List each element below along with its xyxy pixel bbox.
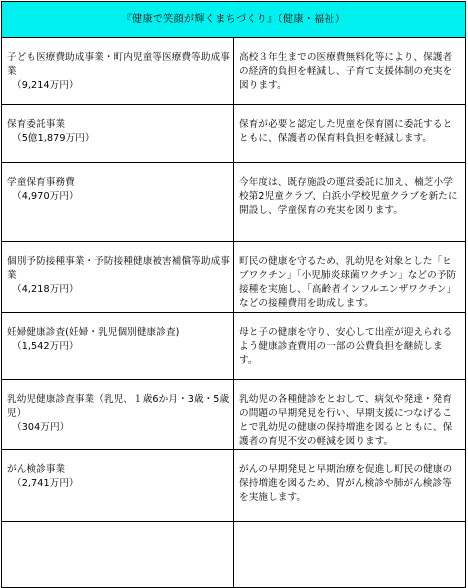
- project-description: 乳幼児の各種健診をとおして、病気や発達・発育の問題の早期発見を行い、早期支援につなげることで乳幼児の健康の保持増進を図るとともに、保護者の育児不安の軽減を図ります。: [234, 380, 466, 450]
- table-row-empty: [2, 522, 466, 588]
- project-description: 町民の健康を守るため、乳幼児を対象とした「ヒブワクチン」「小児肺炎球菌ワクチン」などの予防接種を実施し、「高齢者インフルエンザワクチン」などの接種費用を助成します。: [234, 242, 466, 313]
- project-name-cell: [2, 105, 234, 163]
- table-row: [2, 380, 466, 450]
- project-amount: （2,741万円）: [12, 478, 79, 489]
- project-description: がんの早期発見と早期治療を促進し町民の健康の保持増進を図るため、胃がん検診や肺がん検診等を実施します。: [234, 450, 466, 522]
- table-row: [2, 450, 466, 522]
- project-name-cell: [2, 163, 234, 242]
- budget-table: [1, 1, 466, 588]
- project-amount: （304万円）: [12, 422, 70, 433]
- project-name: 学童保育事務費: [7, 177, 75, 188]
- project-amount: （4,218万円）: [12, 284, 79, 295]
- project-description: 母と子の健康を守り、安心して出産が迎えられるよう健康診査費用の一部の公費負担を継続します。: [234, 313, 466, 380]
- project-description: 高校３年生までの医療費無料化等により、保護者の経済的負担を軽減し、子育て支援体制の充実を図ります。: [234, 38, 466, 105]
- project-name-cell: [2, 380, 234, 450]
- table-row: [2, 38, 466, 105]
- project-name: 個別予防接種事業・予防接種健康被害補償等助成事業: [7, 256, 230, 281]
- project-name-cell: [2, 522, 234, 588]
- project-name-cell: [2, 38, 234, 105]
- project-name-cell: [2, 313, 234, 380]
- project-description: [234, 522, 466, 588]
- project-name: 乳幼児健康診査事業（乳児、１歳6か月・3歳・5歳児）: [7, 394, 230, 419]
- project-description: 保育が必要と認定した児童を保育園に委託するとともに、保護者の保育料負担を軽減します。: [234, 105, 466, 163]
- project-name-cell: [2, 242, 234, 313]
- project-name: 子ども医療費助成事業・町内児童等医療費等助成事業: [7, 52, 230, 77]
- project-name: 保育委託事業: [7, 119, 66, 130]
- project-amount: （4,970万円）: [12, 191, 79, 202]
- project-amount: （1,542万円）: [12, 341, 79, 352]
- project-description: 今年度は、既存施設の運営委託に加え、楠芝小学校第2児童クラブ、白浜小学校児童クラブを新たに開設し、学童保育の充実を図ります。: [234, 163, 466, 242]
- table-title: 『健康で笑顔が輝くまちづくり』（健康・福祉）: [2, 2, 466, 38]
- table-row: [2, 163, 466, 242]
- project-name-cell: [2, 450, 234, 522]
- project-amount: （9,214万円）: [12, 80, 79, 91]
- project-name: 妊婦健康診査(妊婦・乳児個別健康診査): [7, 327, 180, 338]
- table-row: [2, 105, 466, 163]
- project-amount: （5億1,879万円）: [12, 133, 95, 144]
- project-name: がん検診事業: [7, 464, 66, 475]
- table-row: [2, 242, 466, 313]
- table-row: [2, 313, 466, 380]
- table-header-row: [2, 2, 466, 38]
